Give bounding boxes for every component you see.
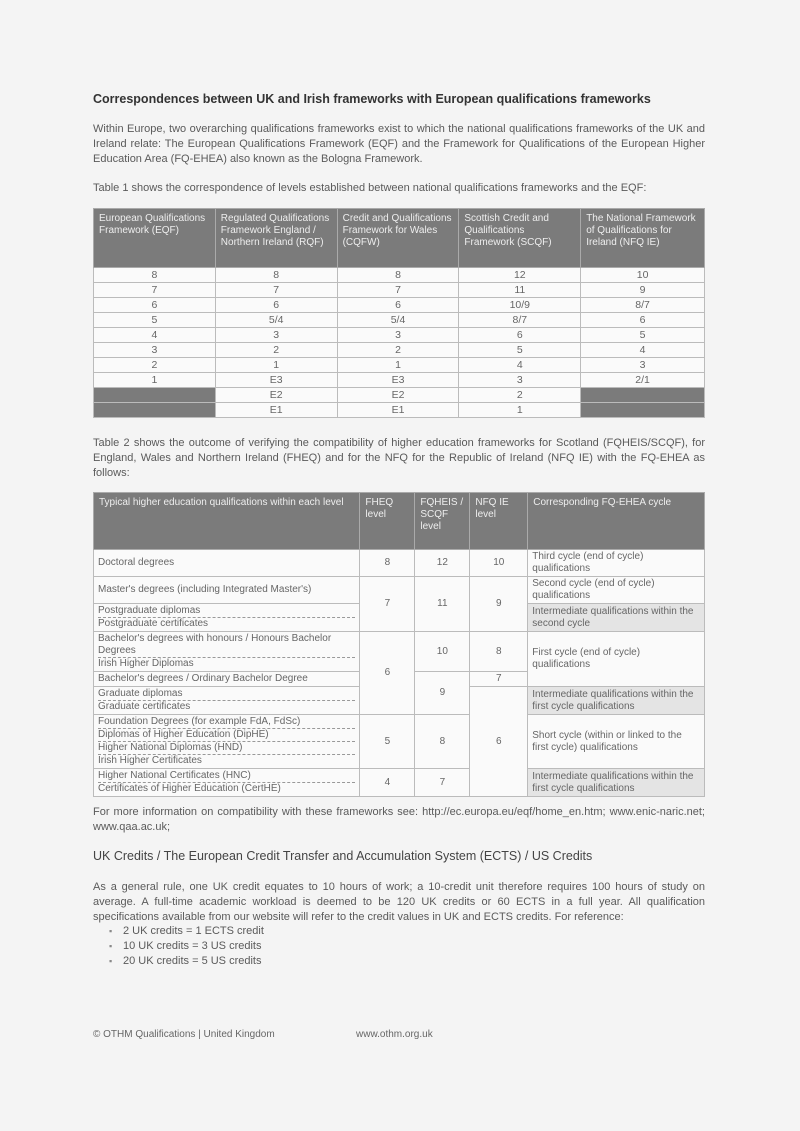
table2-intro: Table 2 shows the outcome of verifying the compatibility of higher education frameworks for Scotland (FQHEIS/SCQF), for England, Wales and Northern Ireland (FHEQ) and for the NFQ for the Republic of Ireland (NFQ IE) with the FQ-EHEA as follows: xyxy=(93,437,705,479)
table-row xyxy=(94,550,705,577)
qualification-item: Irish Higher Certificates xyxy=(98,754,355,767)
eqf-cell: 1 xyxy=(94,373,216,388)
rqf-cell: 1 xyxy=(215,358,337,373)
scqf-cell: 10 xyxy=(415,632,470,672)
qualification-item: Higher National Certificates (HNC) xyxy=(98,770,251,781)
col-header-nfq: NFQ IE level xyxy=(470,493,528,550)
cqfw-cell: 2 xyxy=(337,343,459,358)
scqf-cell: 6 xyxy=(459,328,581,343)
nfq-cell: 10 xyxy=(470,550,528,577)
eqf-cell: 4 xyxy=(94,328,216,343)
table-row xyxy=(94,328,705,343)
nfq-cell xyxy=(581,388,705,403)
nfq-cell: 2/1 xyxy=(581,373,705,388)
table-row xyxy=(94,298,705,313)
eqf-cell: 8 xyxy=(94,268,216,283)
rqf-cell: 8 xyxy=(215,268,337,283)
scqf-cell: 3 xyxy=(459,373,581,388)
rqf-cell: E3 xyxy=(215,373,337,388)
cqfw-cell: E1 xyxy=(337,403,459,418)
table-row xyxy=(94,715,705,769)
nfq-cell: 10 xyxy=(581,268,705,283)
scqf-cell: 7 xyxy=(415,769,470,797)
cqfw-cell: 3 xyxy=(337,328,459,343)
list-item: ▪ 2 UK credits = 1 ECTS credit xyxy=(109,924,264,939)
col-header-scqf: Scottish Credit and Qualifications Framework (SCQF) xyxy=(459,209,581,268)
scqf-cell: 10/9 xyxy=(459,298,581,313)
scqf-cell: 2 xyxy=(459,388,581,403)
fheq-cell: 5 xyxy=(360,715,415,769)
eqf-cell: 5 xyxy=(94,313,216,328)
cycle-cell: Second cycle (end of cycle) qualifications xyxy=(528,577,705,604)
rqf-cell: 7 xyxy=(215,283,337,298)
credits-heading: UK Credits / The European Credit Transfer and Accumulation System (ECTS) / US Credits xyxy=(93,849,593,863)
nfq-cell: 6 xyxy=(581,313,705,328)
table-row xyxy=(94,313,705,328)
scqf-cell: 12 xyxy=(415,550,470,577)
table-row xyxy=(94,632,705,672)
rqf-cell: E1 xyxy=(215,403,337,418)
col-header-eqf: European Qualifications Framework (EQF) xyxy=(94,209,216,268)
scqf-cell: 9 xyxy=(415,672,470,715)
scqf-cell: 11 xyxy=(415,577,470,632)
qualification-cell xyxy=(94,687,360,715)
cqfw-cell: 7 xyxy=(337,283,459,298)
nfq-cell xyxy=(581,403,705,418)
qualification-item: Foundation Degrees (for example FdA, FdSc) xyxy=(98,716,301,727)
scqf-cell: 8/7 xyxy=(459,313,581,328)
eqf-cell: 3 xyxy=(94,343,216,358)
table-header-row xyxy=(94,209,705,268)
scqf-cell: 8 xyxy=(415,715,470,769)
cycle-cell: Intermediate qualifications within the second cycle xyxy=(528,604,705,632)
nfq-cell: 8/7 xyxy=(581,298,705,313)
col-header-nfq: The National Framework of Qualifications for Ireland (NFQ IE) xyxy=(581,209,705,268)
table-row xyxy=(94,769,705,797)
table-row xyxy=(94,343,705,358)
eqf-cell: 6 xyxy=(94,298,216,313)
col-header-cqfw: Credit and Qualifications Framework for Wales (CQFW) xyxy=(337,209,459,268)
qualification-item: Graduate certificates xyxy=(98,700,355,713)
cycle-cell: Third cycle (end of cycle) qualifications xyxy=(528,550,705,577)
fheq-cell: 7 xyxy=(360,577,415,632)
cqfw-cell: 5/4 xyxy=(337,313,459,328)
table-row xyxy=(94,268,705,283)
scqf-cell: 5 xyxy=(459,343,581,358)
qualification-item: Bachelor's degrees with honours / Honours Bachelor Degrees xyxy=(98,633,332,656)
rqf-cell: 6 xyxy=(215,298,337,313)
scqf-cell: 4 xyxy=(459,358,581,373)
rqf-cell: 5/4 xyxy=(215,313,337,328)
qualification-cell xyxy=(94,632,360,672)
nfq-cell: 9 xyxy=(470,577,528,632)
eqf-cell xyxy=(94,403,216,418)
nfq-cell: 8 xyxy=(470,632,528,672)
nfq-cell: 7 xyxy=(470,672,528,687)
fheq-cell: 6 xyxy=(360,632,415,715)
scqf-cell: 12 xyxy=(459,268,581,283)
page-heading: Correspondences between UK and Irish frameworks with European qualifications frameworks xyxy=(93,92,651,106)
nfq-cell: 5 xyxy=(581,328,705,343)
col-header-scqf: FQHEIS / SCQF level xyxy=(415,493,470,550)
cqfw-cell: 1 xyxy=(337,358,459,373)
qualification-cell: Bachelor's degrees / Ordinary Bachelor Degree xyxy=(94,672,360,687)
footer-copyright: © OTHM Qualifications | United Kingdom xyxy=(93,1029,275,1040)
more-info-paragraph: For more information on compatibility with these frameworks see: http://ec.europa.eu/eqf/home_en.htm; www.enic-naric.net; www.qaa.ac.uk; xyxy=(93,806,705,833)
qualification-cell xyxy=(94,604,360,632)
eqf-cell: 7 xyxy=(94,283,216,298)
list-item: ▪ 10 UK credits = 3 US credits xyxy=(109,939,264,954)
cycle-cell: Short cycle (within or linked to the first cycle) qualifications xyxy=(528,715,705,769)
credits-list xyxy=(109,924,264,969)
table-fq-ehea xyxy=(93,492,705,797)
nfq-cell: 3 xyxy=(581,358,705,373)
qualification-cell: Doctoral degrees xyxy=(94,550,360,577)
nfq-cell: 6 xyxy=(470,687,528,797)
table-eqf-levels xyxy=(93,208,705,418)
eqf-cell xyxy=(94,388,216,403)
intro-paragraph: Within Europe, two overarching qualifications frameworks exist to which the national qualifications frameworks of the UK and Ireland relate: The European Qualifications Framework (EQF) and the Framework for Qualifications of the European Higher Education Area (FQ-EHEA) also known as the Bologna Framework. xyxy=(93,123,705,165)
qualification-cell xyxy=(94,769,360,797)
rqf-cell: 3 xyxy=(215,328,337,343)
cqfw-cell: E3 xyxy=(337,373,459,388)
qualification-item: Diplomas of Higher Education (DipHE) xyxy=(98,728,355,741)
col-header-rqf: Regulated Qualifications Framework England / Northern Ireland (RQF) xyxy=(215,209,337,268)
cqfw-cell: E2 xyxy=(337,388,459,403)
footer-website: www.othm.org.uk xyxy=(356,1029,433,1040)
scqf-cell: 1 xyxy=(459,403,581,418)
cqfw-cell: 6 xyxy=(337,298,459,313)
qualification-item: Higher National Diplomas (HND) xyxy=(98,741,355,754)
cycle-cell: Intermediate qualifications within the first cycle qualifications xyxy=(528,769,705,797)
cqfw-cell: 8 xyxy=(337,268,459,283)
table-header-row xyxy=(94,493,705,550)
nfq-cell: 9 xyxy=(581,283,705,298)
fheq-cell: 4 xyxy=(360,769,415,797)
table-row xyxy=(94,373,705,388)
cycle-cell: First cycle (end of cycle) qualifications xyxy=(528,632,705,687)
table-row xyxy=(94,358,705,373)
table-row xyxy=(94,283,705,298)
qualification-item: Postgraduate diplomas xyxy=(98,605,201,616)
qualification-item: Graduate diplomas xyxy=(98,688,183,699)
table-row xyxy=(94,403,705,418)
fheq-cell: 8 xyxy=(360,550,415,577)
nfq-cell: 4 xyxy=(581,343,705,358)
eqf-cell: 2 xyxy=(94,358,216,373)
scqf-cell: 11 xyxy=(459,283,581,298)
credits-paragraph: As a general rule, one UK credit equates to 10 hours of work; a 10-credit unit therefore requires 100 hours of study on average. A full-time academic workload is deemed to be 120 UK credits or 60 ECTS in a full year. All qualification specifications available from our website will refer to the credit values in UK and ECTS credits. For reference: xyxy=(93,881,705,923)
col-header-qualifications: Typical higher education qualifications within each level xyxy=(94,493,360,550)
table-row xyxy=(94,577,705,604)
qualification-item: Irish Higher Diplomas xyxy=(98,657,355,670)
rqf-cell: 2 xyxy=(215,343,337,358)
qualification-cell: Master's degrees (including Integrated Master's) xyxy=(94,577,360,604)
col-header-cycle: Corresponding FQ-EHEA cycle xyxy=(528,493,705,550)
list-item: ▪ 20 UK credits = 5 US credits xyxy=(109,954,264,969)
col-header-fheq: FHEQ level xyxy=(360,493,415,550)
table-row xyxy=(94,388,705,403)
qualification-item: Certificates of Higher Education (CertHE) xyxy=(98,782,355,795)
qualification-item: Postgraduate certificates xyxy=(98,617,355,630)
rqf-cell: E2 xyxy=(215,388,337,403)
table1-intro: Table 1 shows the correspondence of levels established between national qualifications frameworks and the EQF: xyxy=(93,182,647,194)
cycle-cell: Intermediate qualifications within the first cycle qualifications xyxy=(528,687,705,715)
qualification-cell xyxy=(94,715,360,769)
